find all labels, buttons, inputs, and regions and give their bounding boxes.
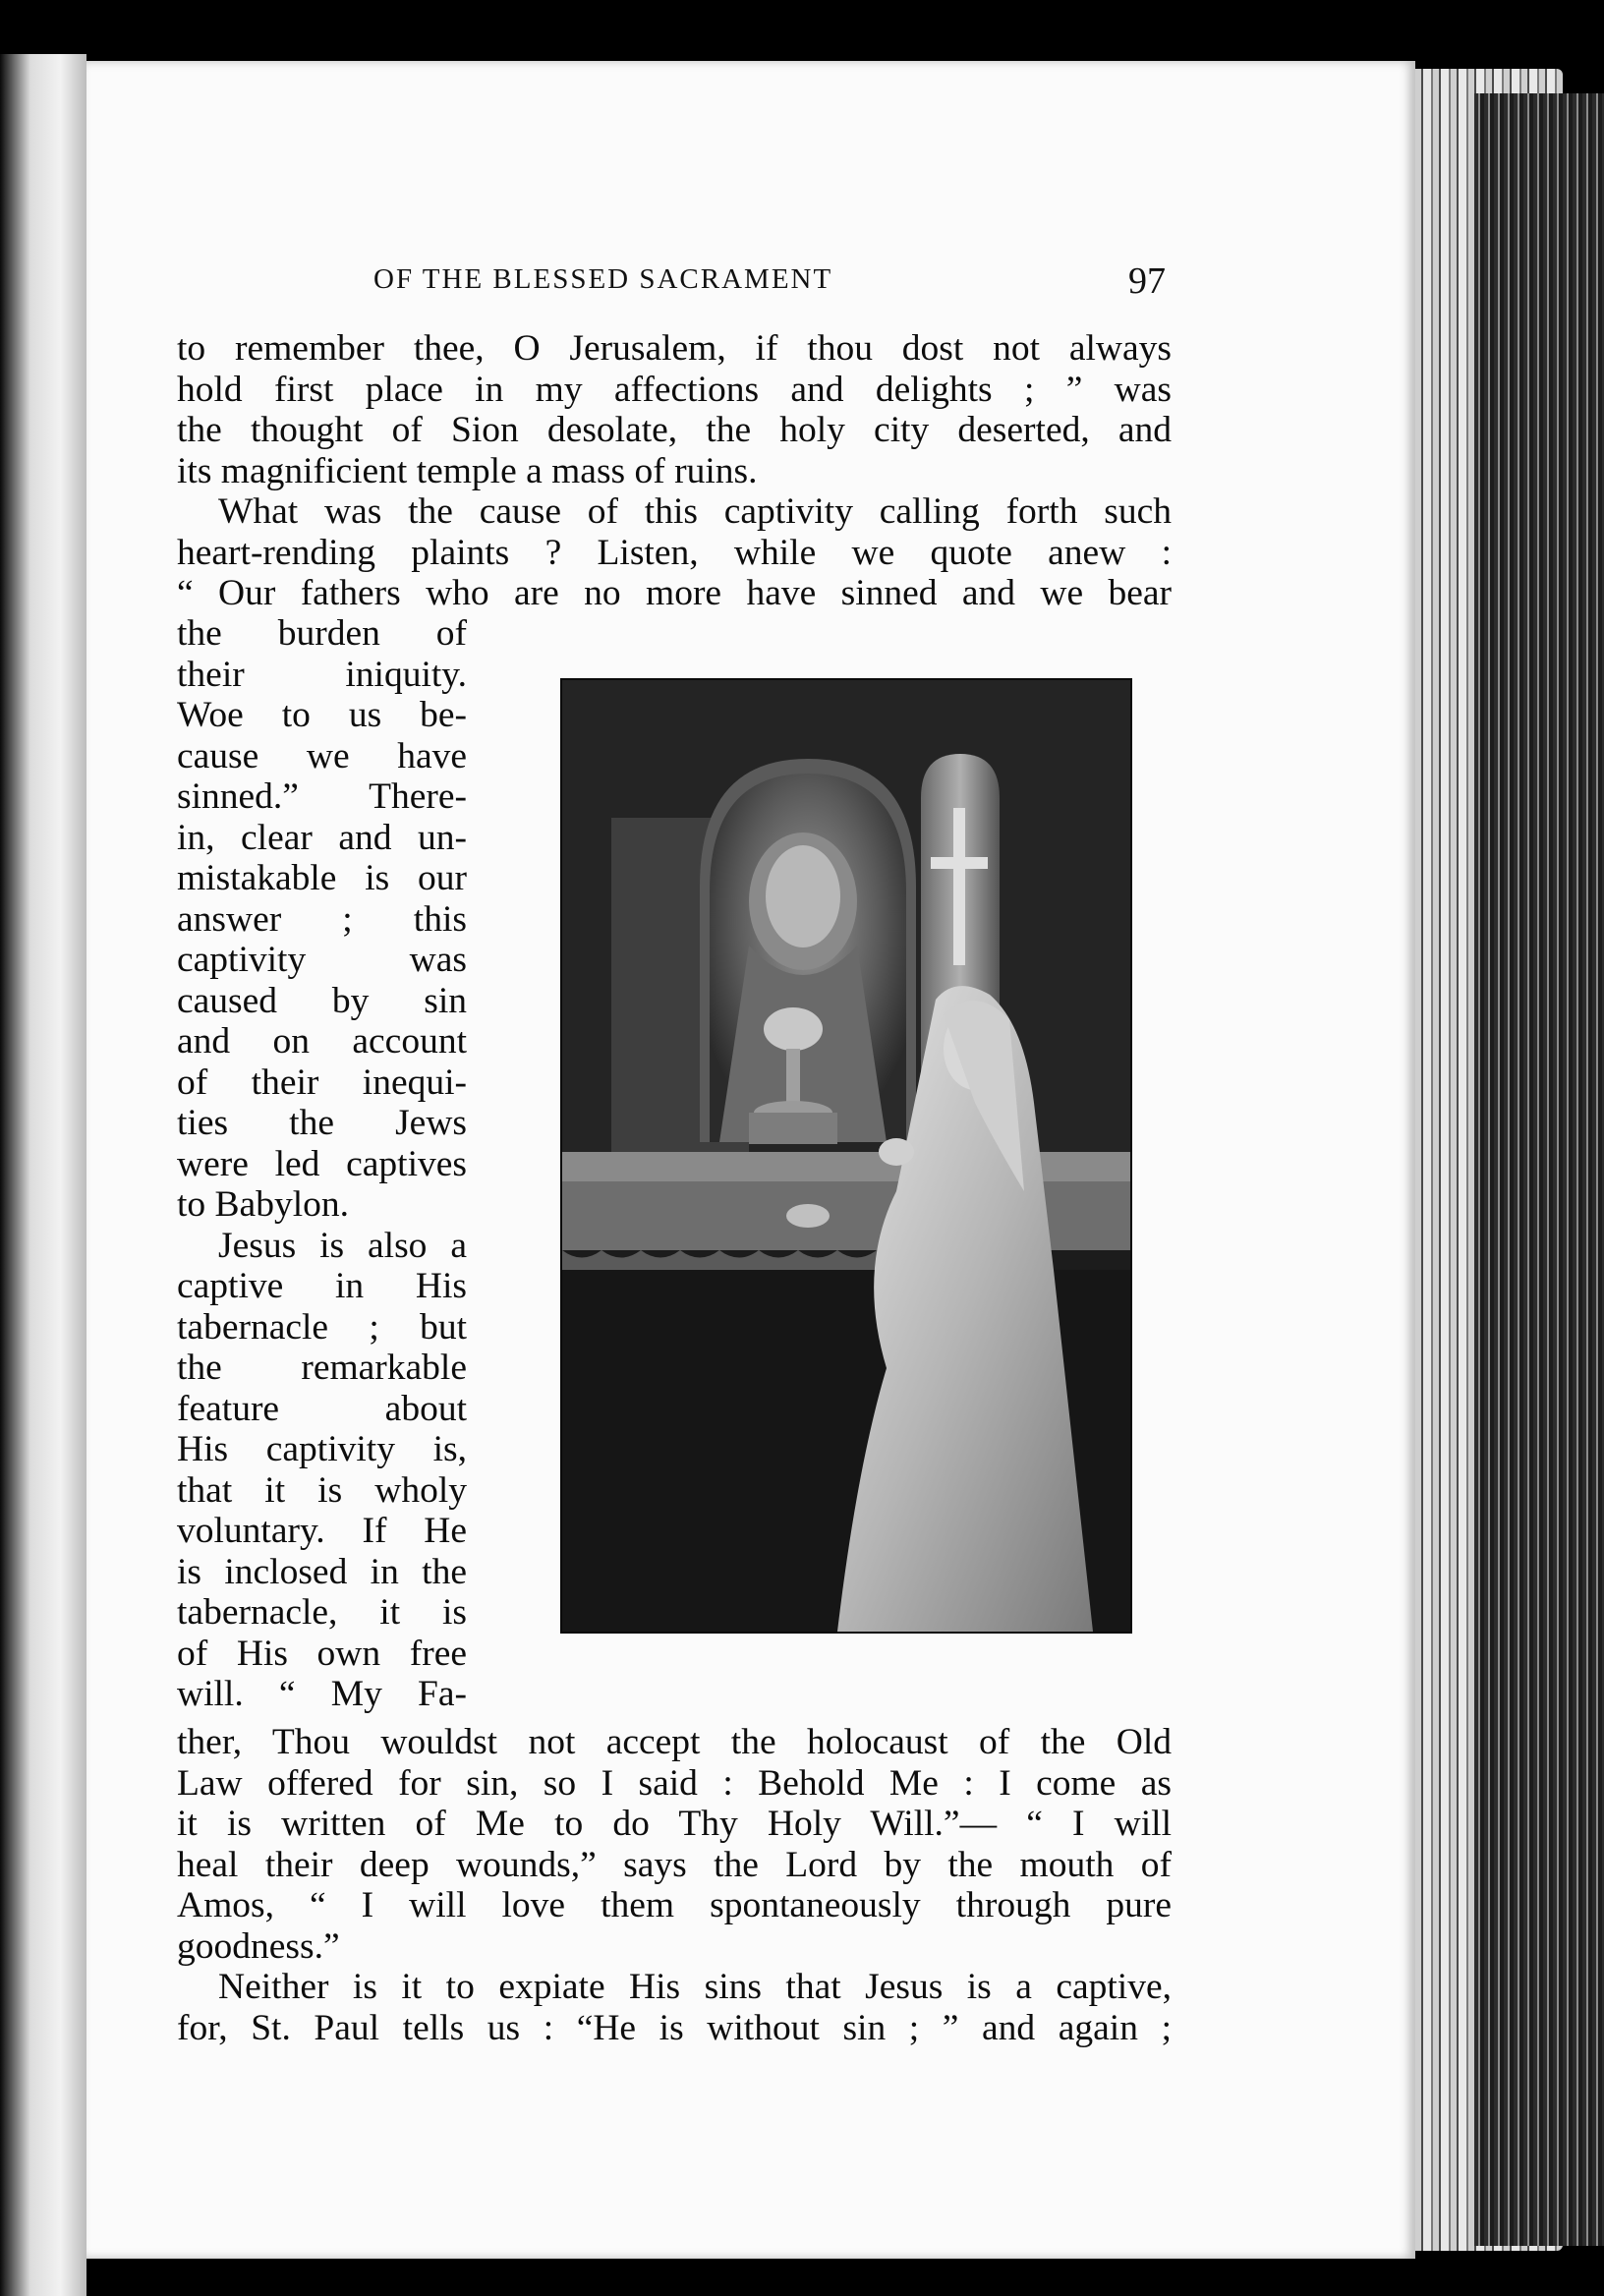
illustration-artwork — [562, 680, 1130, 1632]
text-line: captivity was — [177, 940, 467, 980]
text-line: ther, Thou wouldst not accept the holocaust of the Old — [177, 1722, 1172, 1762]
paragraph-wrapped — [177, 613, 467, 1715]
text-line: Law offered for sin, so I said : Behold Me : I come as — [177, 1762, 1172, 1804]
text-line: that it is wholy — [177, 1469, 467, 1511]
devotional-illustration — [560, 678, 1132, 1634]
text-line: tabernacle, it is — [177, 1592, 467, 1633]
text-line: of His own free — [177, 1633, 467, 1674]
text-line: answer ; this — [177, 898, 467, 940]
text-line: captive in His — [177, 1266, 467, 1306]
text-line: the remarkable — [177, 1348, 467, 1388]
text-line: Neither is it to expiate His sins that Jesus is a captive, — [218, 1967, 1172, 2007]
text-line: goodness.” — [177, 1925, 340, 1967]
text-line: mistakable is our — [177, 858, 467, 898]
text-line: will. “ My Fa- — [177, 1674, 467, 1714]
text-line: heart-rending plaints ? Listen, while we quote anew : — [177, 532, 1172, 573]
text-line: to Babylon. — [177, 1184, 349, 1225]
text-line: in, clear and un- — [177, 817, 467, 858]
text-line: the thought of Sion desolate, the holy city deserted, and — [177, 410, 1172, 450]
text-line: and on account — [177, 1021, 467, 1062]
page-number: 97 — [1128, 260, 1166, 302]
text-line: What was the cause of this captivity calling forth such — [218, 491, 1172, 532]
text-line: its magnificient temple a mass of ruins. — [177, 450, 758, 491]
paragraph-bottom — [177, 1722, 1172, 2048]
text-line: voluntary. If He — [177, 1511, 467, 1551]
running-head: OF THE BLESSED SACRAMENT — [373, 263, 833, 295]
paragraph-top — [177, 328, 1172, 614]
text-line: for, St. Paul tells us : “He is without sin ; ” and again ; — [177, 2007, 1172, 2048]
text-line: their iniquity. — [177, 654, 467, 695]
text-line: to remember thee, O Jerusalem, if thou dost not always — [177, 328, 1172, 369]
text-line: heal their deep wounds,” says the Lord by the mouth of — [177, 1844, 1172, 1885]
text-line: feature about — [177, 1388, 467, 1429]
text-line: Jesus is also a — [218, 1225, 467, 1266]
text-line: ties the Jews — [177, 1103, 467, 1143]
book-cover-edge — [1474, 93, 1604, 2246]
previous-page-edge — [0, 54, 86, 2296]
text-line: caused by sin — [177, 980, 467, 1021]
text-line: the burden of — [177, 613, 467, 654]
text-line: is inclosed in the — [177, 1551, 467, 1592]
text-line: Amos, “ I will love them spontaneously through pure — [177, 1885, 1172, 1925]
text-line: of their inequi- — [177, 1062, 467, 1103]
text-line: tabernacle ; but — [177, 1306, 467, 1348]
text-line: Woe to us be- — [177, 695, 467, 735]
text-line: were led captives — [177, 1143, 467, 1184]
text-line: His captivity is, — [177, 1429, 467, 1469]
text-line: “ Our fathers who are no more have sinned and we bear — [177, 573, 1172, 613]
text-line: it is written of Me to do Thy Holy Will.”— “ I will — [177, 1804, 1172, 1844]
text-line: cause we have — [177, 735, 467, 776]
text-line: hold first place in my affections and delights ; ” was — [177, 369, 1172, 410]
text-line: sinned.” There- — [177, 776, 467, 817]
